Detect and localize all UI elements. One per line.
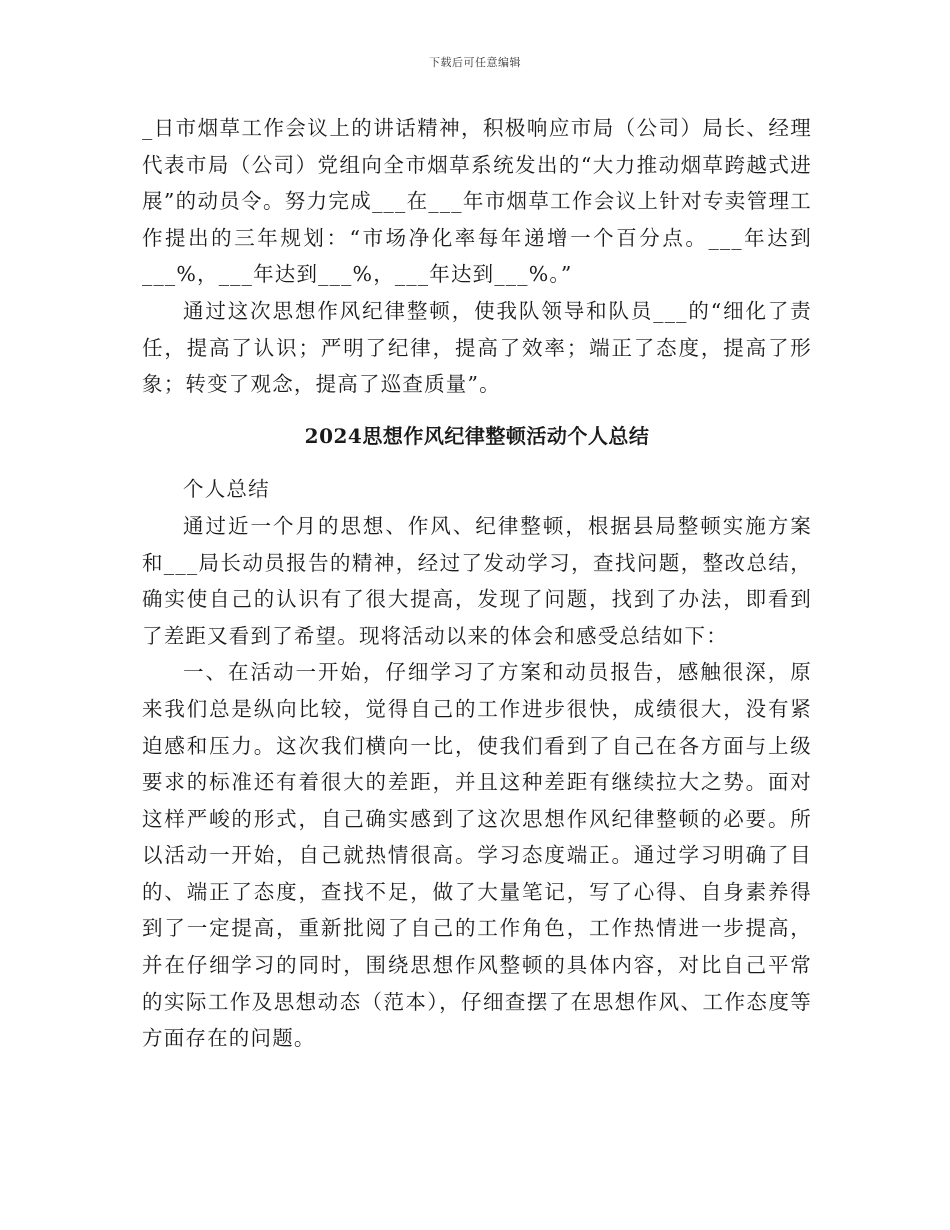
paragraph-subtitle: 个人总结 — [183, 477, 270, 502]
document-body — [142, 110, 812, 1057]
paragraph-point-one: 一、在活动一开始，仔细学习了方案和动员报告，感触很深，原来我们总是纵向比较，觉得自己的工作进步很快，成绩很大，没有紧迫感和压力。这次我们横向一比，使我们看到了自己在各方面与上级要求的标准还有着很大的差距，并且这种差距有继续拉大之势。面对这样严峻的形式，自己确实感到了这次思想作风纪律整顿的必要。所以活动一开始，自己就热情很高。学习态度端正。通过学习明确了目的、端正了态度，查找不足，做了大量笔记，写了心得、自身素养得到了一定提高，重新批阅了自己的工作角色，工作热情进一步提高，并在仔细学习的同时，围绕思想作风整顿的具体内容，对比自己平常的实际工作及思想动态（范本），仔细查摆了在思想作风、工作态度等方面存在的问题。 — [142, 660, 812, 1051]
paragraph-rectification-result: 通过这次思想作风纪律整顿，使我队领导和队员___的“细化了责任，提高了认识；严明了纪律，提高了效率；端正了态度，提高了形象；转变了观念，提高了巡查质量”。 — [142, 298, 812, 397]
paragraph-intro: 通过近一个月的思想、作风、纪律整顿，根据县局整顿实施方案和___局长动员报告的精神，经过了发动学习，查找问题，整改总结，确实使自己的认识有了很大提高，发现了问题，找到了办法，即看到了差距又看到了希望。现将活动以来的体会和感受总结如下： — [142, 513, 812, 648]
section-title: 2024思想作风纪律整顿活动个人总结 — [304, 423, 650, 448]
page-header: 下载后可任意编辑 — [429, 56, 521, 69]
paragraph-continuation: _日市烟草工作会议上的讲话精神，积极响应市局（公司）局长、经理代表市局（公司）党组向全市烟草系统发出的“大力推动烟草跨越式进展”的动员令。努力完成___在___年市烟草工作会议上针对专卖管理工作提出的三年规划：“市场净化率每年递增一个百分点。___年达到___%，___年达到___%，___年达到___%。” — [142, 116, 812, 287]
